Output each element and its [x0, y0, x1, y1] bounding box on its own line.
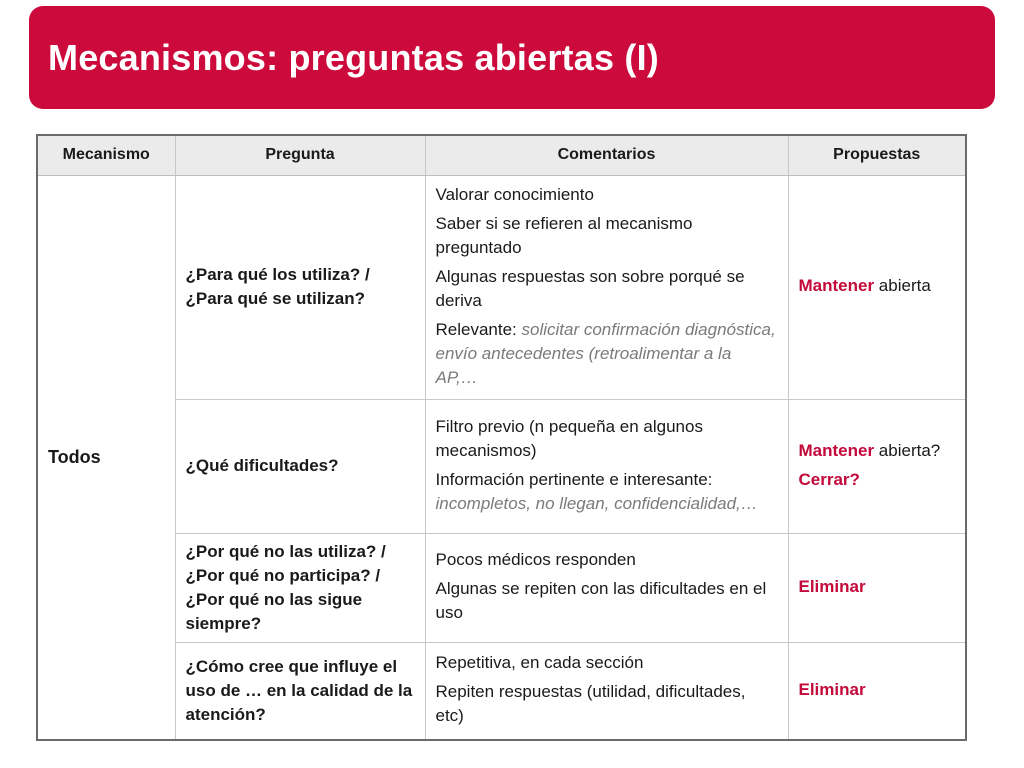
comment-label: Relevante:: [435, 319, 522, 339]
table-row: [37, 533, 966, 642]
mechanism-cell: Todos: [37, 175, 175, 740]
comments-cell: [425, 399, 788, 533]
proposal-keyword: Mantener: [798, 276, 875, 295]
comment-text: Repiten respuestas (utilidad, dificultades, etc): [435, 682, 746, 726]
comment-text: Valorar conocimiento: [435, 184, 594, 204]
proposal-cell: [788, 533, 966, 642]
header-propuestas: Propuestas: [788, 135, 966, 175]
table-row: [37, 642, 966, 740]
mechanisms-table: [36, 134, 967, 741]
comment-text: Pocos médicos responden: [435, 550, 636, 569]
comments-cell: [425, 642, 788, 740]
comment-text: Saber si se refieren al mecanismo preguntado: [435, 213, 693, 257]
proposal-keyword: Mantener: [798, 440, 875, 460]
proposal-text: [799, 274, 956, 298]
comment-text: [436, 468, 778, 516]
table-row: [37, 399, 966, 533]
question-cell: ¿Qué dificultades?: [175, 399, 425, 533]
comment-text: Filtro previo (n pequeña en algunos mecanismos): [435, 416, 703, 460]
proposal-cell: [788, 399, 966, 533]
proposal-rest: abierta: [874, 276, 931, 295]
header-comentarios: Comentarios: [425, 135, 788, 175]
proposal-cell: [788, 175, 966, 399]
comments-cell: [425, 533, 788, 642]
comment-text: Algunas respuestas son sobre porqué se deriva: [435, 266, 745, 310]
proposal-text: Eliminar: [798, 679, 866, 699]
question-cell: ¿Por qué no las utiliza? / ¿Por qué no participa? / ¿Por qué no las sigue siempre?: [175, 533, 425, 642]
table-header-row: [37, 135, 966, 175]
proposal-rest: abierta?: [874, 440, 941, 460]
comment-detail: incompletos, no llegan, confidencialidad,…: [435, 493, 758, 513]
comment-detail: solicitar confirmación diagnóstica, envío antecedentes (retroalimentar a la AP,…: [435, 319, 776, 387]
comment-text: Algunas se repiten con las dificultades en el uso: [435, 579, 767, 622]
proposal-alt: Cerrar?: [798, 469, 860, 489]
comment-text: [436, 318, 778, 390]
proposal-text: Eliminar: [798, 576, 866, 596]
comments-cell: [425, 175, 788, 399]
comment-text: Repetitiva, en cada sección: [435, 653, 644, 673]
title-banner: [29, 6, 995, 109]
header-mecanismo: Mecanismo: [37, 135, 175, 175]
table-row: [37, 175, 966, 399]
question-cell: ¿Cómo cree que influye el uso de … en la calidad de la atención?: [175, 642, 425, 740]
header-pregunta: Pregunta: [175, 135, 425, 175]
slide-title: Mecanismos: preguntas abiertas (I): [48, 36, 659, 78]
question-cell: ¿Para qué los utiliza? / ¿Para qué se utilizan?: [175, 175, 425, 399]
proposal-text: [799, 439, 956, 463]
comment-label: Información pertinente e interesante:: [435, 469, 713, 489]
proposal-cell: [788, 642, 966, 740]
